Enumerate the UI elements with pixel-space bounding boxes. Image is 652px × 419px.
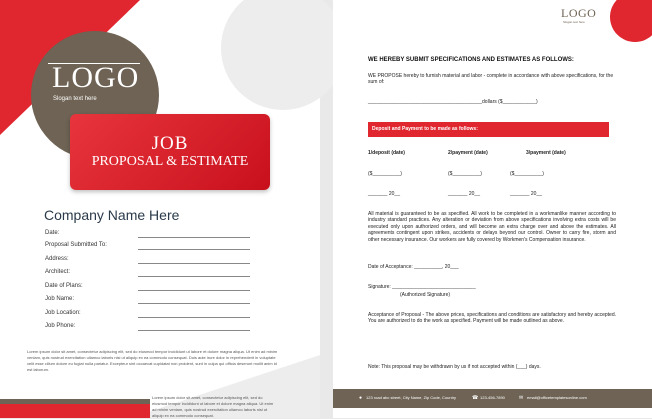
authorized-signature: (Authorized Signature): [400, 292, 451, 298]
guarantee-text: All material is guaranteed to be as specified. All work to be completed in a workmanlike manner according to industry standard practices. Any alteration or deviation from above specifications involving extra costs will be executed only upon authorized orders, and will become an extra charge over and above the estimates. All agreements contingent upon strikes, accidents or delays beyond our control. Owner to carry fire, storm and other necessary insurance. Our workers are fully covered by Workmen's Compensation insurance.: [368, 211, 616, 243]
date-blank-3[interactable]: _______ 20__: [510, 191, 542, 197]
field-label-date-of-plans: Date of Plans:: [45, 283, 83, 289]
acceptance-date[interactable]: Date of Acceptance: __________, 20___: [368, 264, 459, 270]
payment-header-1: 1/deposit (date): [368, 150, 405, 156]
company-name: Company Name Here: [44, 207, 180, 223]
field-line-architect[interactable]: [138, 276, 250, 277]
field-line-address[interactable]: [138, 263, 250, 264]
field-label-submitted-to: Proposal Submitted To:: [45, 242, 107, 248]
small-logo-text: LOGO: [561, 6, 597, 20]
field-line-job-location[interactable]: [138, 317, 250, 318]
logo-text: LOGO: [52, 61, 140, 94]
field-label-architect: Architect:: [45, 269, 71, 275]
title-box: [70, 114, 270, 190]
deposit-banner-text: Deposit and Payment to be made as follows:: [372, 126, 478, 132]
amount-blank-2[interactable]: ($__________): [448, 171, 482, 177]
payment-header-3: 3/payment (date): [526, 150, 566, 156]
gray-circle: [221, 0, 345, 110]
field-line-date[interactable]: [138, 237, 250, 238]
field-label-job-phone: Job Phone:: [45, 323, 76, 329]
red-corner-circle: [610, 0, 652, 42]
lorem-paragraph: Lorem ipsum dolor sit amet, consectetur adipiscing elit, sed do eiusmod tempor incididunt ut labore et dolore magna aliqua. Ut enim ad minim veniam, quis nostrud exercitation ullamco laboris nisi ut aliquip ex ea commodo consequat. Duis aute irure dolor in reprehenderit in voluptate velit esse cillum dolore eu fugiat nulla pariatur. Excepteur sint occaecat cupidatat non proident, sunt in culpa qui officia deserunt mollit anim id est laborum.: [27, 349, 278, 372]
bottom-red-bar: [0, 404, 150, 418]
acceptance-text: Acceptance of Proposal - The above prices, specifications and conditions are satisfactory and hereby accepted. You are authorized to do the work as specified. Payment will be made outlined as above.: [368, 312, 616, 325]
field-line-submitted-to[interactable]: [138, 249, 250, 250]
field-label-address: Address:: [45, 256, 69, 262]
signature-line[interactable]: Signature: ______________________________: [368, 284, 476, 290]
cover-page: [0, 0, 320, 418]
estimate-page: [333, 0, 652, 418]
footer-address: 123 road abc street, City Name, Zip Code, Country: [366, 395, 457, 400]
email-icon: ✉: [519, 395, 524, 401]
footer-bar: [333, 389, 652, 408]
field-label-job-location: Job Location:: [45, 310, 81, 316]
footer-margin: [333, 408, 652, 418]
title-proposal: PROPOSAL & ESTIMATE: [91, 154, 249, 169]
note-text: Note: This proposal may be withdrawn by us if not accepted within (___) days.: [368, 364, 541, 370]
logo-top-rule: [48, 63, 140, 64]
date-blank-1[interactable]: _______ 20__: [368, 191, 400, 197]
field-line-job-phone[interactable]: [138, 330, 250, 331]
payment-header-2: 2/payment (date): [448, 150, 488, 156]
footer-phone: 123-456-7890: [480, 395, 505, 400]
field-line-date-of-plans[interactable]: [138, 290, 250, 291]
footer-email[interactable]: email@officetemplatesonline.com: [527, 395, 587, 400]
field-label-date: Date:: [45, 230, 60, 236]
propose-text: WE PROPOSE hereby to furnish material and labor - complete in accordance with above specifications, for the sum of:: [368, 73, 614, 86]
title-job: JOB: [151, 133, 189, 154]
dollars-line[interactable]: _________________________________________dollars ($____________): [368, 99, 538, 105]
field-line-job-name[interactable]: [138, 303, 250, 304]
date-blank-2[interactable]: _______ 20__: [448, 191, 480, 197]
small-logo-slogan: Slogan text here: [563, 20, 585, 24]
phone-icon: ☎: [472, 395, 479, 401]
amount-blank-3[interactable]: ($__________): [510, 171, 544, 177]
amount-blank-1[interactable]: ($__________): [368, 171, 402, 177]
estimate-heading: WE HEREBY SUBMIT SPECIFICATIONS AND ESTIMATES AS FOLLOWS:: [368, 57, 574, 63]
logo-slogan: Slogan text here: [53, 96, 97, 102]
deposit-banner: [368, 122, 609, 137]
field-label-job-name: Job Name:: [45, 296, 75, 302]
location-pin-icon: ●: [359, 395, 363, 401]
lorem-footer: Lorem ipsum dolor sit amet, consectetur adipiscing elit, sed do eiusmod tempor incididunt ut labore et dolore magna aliqua. Ut enim ad minim veniam, quis nostrud exercitation ullamco laboris nisi ut aliquip ex ea commodo consequat.: [152, 395, 274, 418]
